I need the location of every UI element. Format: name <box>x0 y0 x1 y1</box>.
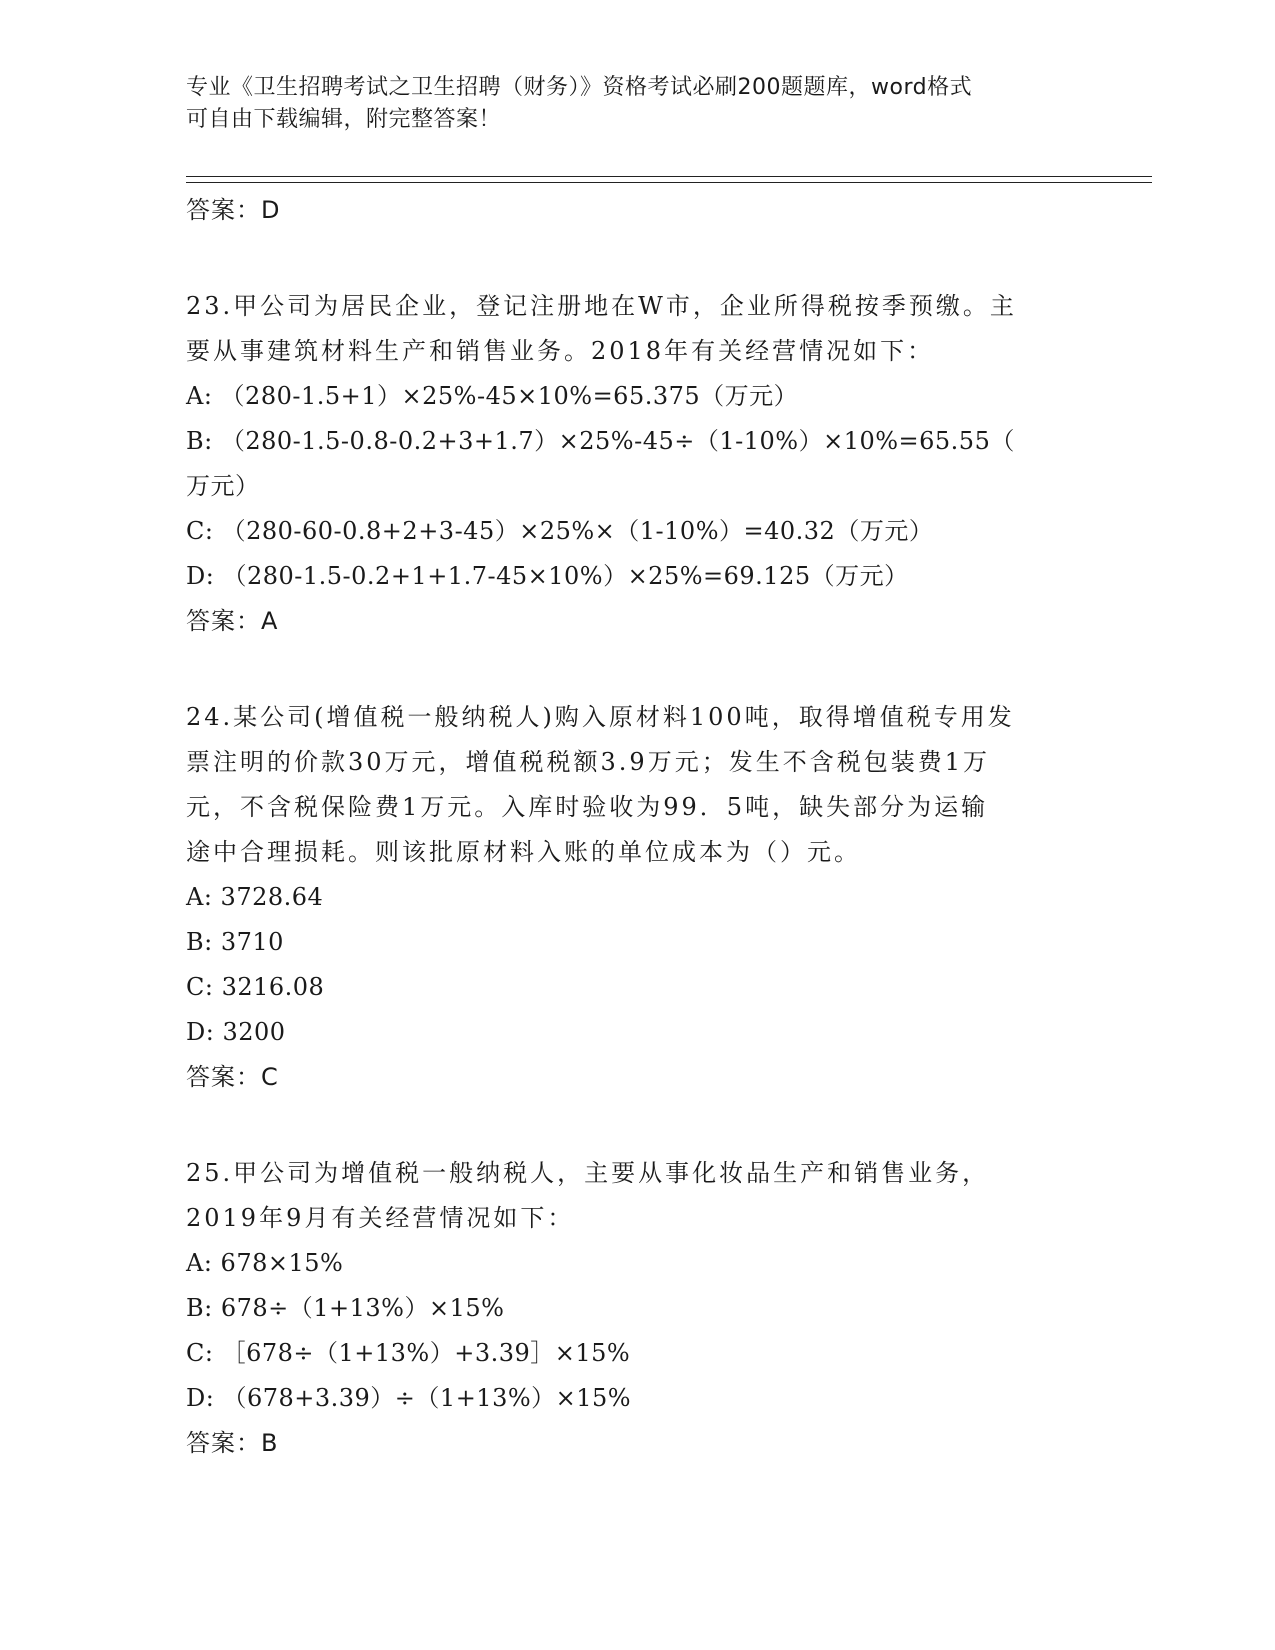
option-b-continued: 万元） <box>186 472 260 500</box>
header-line-2: 可自由下载编辑，附完整答案！ <box>186 107 502 132</box>
question-25 <box>186 1151 1086 1465</box>
answer: 答案：A <box>186 607 279 635</box>
question-23 <box>186 284 1086 643</box>
previous-answer: 答案：D <box>186 196 281 224</box>
option-a: A: （280-1.5+1）×25%-45×10%=65.375（万元） <box>186 382 799 410</box>
option-d: D: 3200 <box>186 1018 286 1046</box>
header-rule-top <box>186 176 1152 177</box>
document-body <box>186 188 1086 1465</box>
answer: 答案：C <box>186 1063 279 1091</box>
option-b: B: （280-1.5-0.8-0.2+3+1.7）×25%-45÷（1-10%）×10%=65.55（ <box>186 427 1015 455</box>
header-rule-bottom <box>186 182 1152 183</box>
question-separator <box>186 643 1086 695</box>
question-line: 途中合理损耗。则该批原材料入账的单位成本为（）元。 <box>186 838 861 866</box>
option-c: C: （280-60-0.8+2+3-45）×25%×（1-10%）=40.32（万元） <box>186 517 934 545</box>
question-line: 24.某公司(增值税一般纳税人)购入原材料100吨，取得增值税专用发 <box>186 703 1015 731</box>
option-b: B: 3710 <box>186 928 284 956</box>
option-d: D: （678+3.39）÷（1+13%）×15% <box>186 1384 632 1412</box>
option-c: C: 3216.08 <box>186 973 325 1001</box>
option-b: B: 678÷（1+13%）×15% <box>186 1294 505 1322</box>
option-c: C: ［678÷（1+13%）+3.39］×15% <box>186 1339 631 1367</box>
document-header <box>186 72 1086 136</box>
option-a: A: 3728.64 <box>186 883 324 911</box>
question-line: 元，不含税保险费1万元。入库时验收为99．5吨，缺失部分为运输 <box>186 793 989 821</box>
option-d: D: （280-1.5-0.2+1+1.7-45×10%）×25%=69.125（万元） <box>186 562 909 590</box>
header-line-1: 专业《卫生招聘考试之卫生招聘（财务）》资格考试必刷200题题库，word格式 <box>186 75 973 100</box>
question-line: 25.甲公司为增值税一般纳税人，主要从事化妆品生产和销售业务， <box>186 1159 990 1187</box>
question-text <box>186 284 1086 374</box>
option-a: A: 678×15% <box>186 1249 344 1277</box>
question-text <box>186 695 1086 875</box>
question-separator <box>186 1099 1086 1151</box>
question-line: 2019年9月有关经营情况如下： <box>186 1204 575 1232</box>
question-24 <box>186 695 1086 1099</box>
question-line: 要从事建筑材料生产和销售业务。2018年有关经营情况如下： <box>186 337 935 365</box>
question-text <box>186 1151 1086 1241</box>
question-line: 23.甲公司为居民企业，登记注册地在W市，企业所得税按季预缴。主 <box>186 292 1017 320</box>
answer: 答案：B <box>186 1429 279 1457</box>
question-line: 票注明的价款30万元，增值税税额3.9万元；发生不含税包装费1万 <box>186 748 990 776</box>
